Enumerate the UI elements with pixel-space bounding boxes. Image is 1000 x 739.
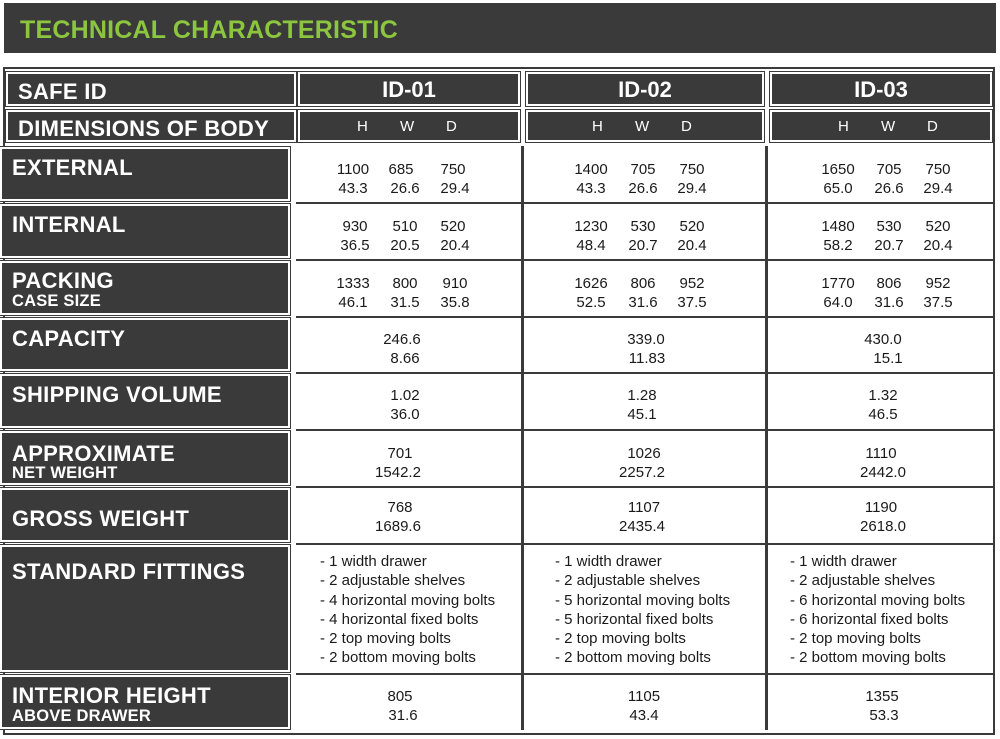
value-cell: 530 [876,218,902,235]
value-cell: 43.3 [576,180,606,197]
value-cell: 48.4 [576,237,606,254]
value-cell: 1355 [865,688,899,705]
row-label-text: PACKING [12,268,114,293]
value-cell: 45.1 [627,406,657,423]
value-cell: 35.8 [440,294,470,311]
dim-w: W [881,118,896,135]
row-sublabel-text: NET WEIGHT [12,464,118,482]
value-cell: 2257.2 [619,464,665,481]
value-cell: 20.7 [628,237,658,254]
list-item: - 1 width drawer [790,553,897,570]
value-cell: 246.6 [383,331,421,348]
value-cell: 952 [679,275,705,292]
row-divider [296,429,994,431]
value-cell: 1100 [336,161,370,178]
row-sublabel-text: ABOVE DRAWER [12,707,151,725]
value-cell: 952 [925,275,951,292]
value-cell: 339.0 [627,331,665,348]
value-cell: 43.4 [629,707,659,724]
value-cell: 26.6 [874,180,904,197]
value-cell: 65.0 [823,180,853,197]
dims-label-cell [6,110,296,142]
value-cell: 1110 [865,445,897,462]
dim-h: H [592,118,603,135]
dim-d: D [927,118,938,135]
value-cell: 1542.2 [375,464,421,481]
dim-h: H [838,118,849,135]
row-label-gross-weight [0,488,290,542]
row-label-external [0,147,290,201]
value-cell: 1770 [821,275,855,292]
row-divider [296,673,994,675]
column-header-id03: ID-03 [770,72,992,106]
list-item: - 2 bottom moving bolts [320,649,476,667]
value-cell: 685 [388,161,414,178]
value-cell: 1480 [821,218,855,235]
value-cell: 58.2 [823,237,853,254]
value-cell: 29.4 [677,180,707,197]
column-header-id02: ID-02 [526,72,764,106]
row-label-capacity [0,318,290,371]
column-divider [765,146,768,730]
list-item: - 1 width drawer [320,553,427,570]
value-cell: 11.83 [628,350,666,367]
dim-w: W [635,118,650,135]
value-cell: 1105 [627,688,661,705]
value-cell: 52.5 [576,294,606,311]
list-item: - 2 bottom moving bolts [555,649,711,667]
row-label-text: APPROXIMATE [12,441,176,466]
fittings-list-id03 [790,552,965,668]
value-cell: 1689.6 [375,518,421,535]
value-cell: 768 [387,499,413,516]
value-cell: 520 [440,218,466,235]
row-label-internal [0,204,290,258]
value-cell: 750 [925,161,951,178]
row-label-text: GROSS WEIGHT [12,506,190,531]
value-cell: 1.32 [868,387,898,404]
row-divider [296,259,994,261]
value-cell: 26.6 [628,180,658,197]
value-cell: 750 [679,161,705,178]
list-item: - 2 top moving bolts [790,630,921,648]
dims-hwd-id03 [770,110,992,142]
fittings-list-id02 [555,552,730,668]
value-cell: 930 [342,218,368,235]
value-cell: 1026 [627,445,661,462]
list-item: - 6 horizontal moving bolts [790,591,966,609]
value-cell: 1626 [574,275,608,292]
row-divider [296,316,994,318]
dim-d: D [681,118,692,135]
value-cell: 2618.0 [860,518,906,535]
value-cell: 1.28 [627,387,657,404]
value-cell: 701 [387,445,413,462]
value-cell: 1230 [574,218,608,235]
value-cell: 20.4 [677,237,707,254]
row-divider [296,543,994,545]
list-item: - 2 adjustable shelves [555,572,701,590]
row-label-text: INTERIOR HEIGHT [12,683,211,708]
value-cell: 53.3 [869,707,899,724]
row-label-text: INTERNAL [12,212,126,237]
value-cell: 510 [392,218,418,235]
value-cell: 46.1 [338,294,368,311]
row-label-text: STANDARD FITTINGS [12,559,246,584]
value-cell: 520 [925,218,951,235]
page-title: TECHNICAL CHARACTERISTIC [20,16,398,44]
row-label-net-weight [0,431,290,485]
value-cell: 36.5 [340,237,370,254]
value-cell: 1.02 [390,387,420,404]
value-cell: 46.5 [868,406,898,423]
list-item: - 2 bottom moving bolts [790,649,946,667]
header-label-cell [6,72,296,106]
column-header-id01: ID-01 [298,72,520,106]
row-sublabel-text: CASE SIZE [12,292,101,310]
dims-hwd-id02 [526,110,764,142]
value-cell: 750 [440,161,466,178]
value-cell: 37.5 [923,294,953,311]
value-cell: 705 [876,161,902,178]
list-item: - 1 width drawer [555,553,662,570]
value-cell: 2442.0 [860,464,906,481]
list-item: - 4 horizontal fixed bolts [320,610,479,628]
value-cell: 910 [442,275,468,292]
list-item: - 6 horizontal fixed bolts [790,610,949,628]
row-label-text: SHIPPING VOLUME [12,382,222,407]
value-cell: 31.6 [874,294,904,311]
value-cell: 31.6 [388,707,418,724]
list-item: - 2 adjustable shelves [320,572,466,590]
list-item: - 5 horizontal fixed bolts [555,610,714,628]
value-cell: 2435.4 [619,518,665,535]
value-cell: 1107 [627,499,661,516]
header-label: SAFE ID [18,79,107,104]
row-label-interior-height [0,675,290,729]
value-cell: 806 [630,275,656,292]
value-cell: 26.6 [390,180,420,197]
value-cell: 20.4 [440,237,470,254]
value-cell: 37.5 [677,294,707,311]
value-cell: 1333 [336,275,370,292]
dim-w: W [400,118,415,135]
list-item: - 4 horizontal moving bolts [320,591,496,609]
value-cell: 1400 [574,161,608,178]
list-item: - 2 top moving bolts [320,630,451,648]
dims-hwd-id01 [298,110,520,142]
value-cell: 1190 [864,499,898,516]
column-divider [521,146,524,730]
row-label-packing [0,261,290,315]
value-cell: 20.5 [390,237,420,254]
dim-h: H [357,118,368,135]
value-cell: 520 [679,218,705,235]
row-divider [296,202,994,204]
value-cell: 705 [630,161,656,178]
dim-d: D [446,118,457,135]
value-cell: 64.0 [823,294,853,311]
row-divider [296,486,994,488]
value-cell: 31.6 [628,294,658,311]
value-cell: 31.5 [390,294,420,311]
row-label-standard-fittings [0,545,290,672]
value-cell: 8.66 [390,350,420,367]
value-cell: 805 [387,688,413,705]
row-label-text: EXTERNAL [12,155,133,180]
value-cell: 806 [876,275,902,292]
row-label-shipping-volume [0,374,290,428]
value-cell: 800 [392,275,418,292]
value-cell: 20.4 [923,237,953,254]
value-cell: 36.0 [390,406,420,423]
value-cell: 43.3 [338,180,368,197]
value-cell: 15.1 [873,350,903,367]
value-cell: 20.7 [874,237,904,254]
row-divider [296,372,994,374]
list-item: - 2 top moving bolts [555,630,686,648]
list-item: - 2 adjustable shelves [790,572,936,590]
list-item: - 5 horizontal moving bolts [555,591,731,609]
fittings-list-id01 [320,552,495,668]
value-cell: 1650 [821,161,855,178]
dims-label: DIMENSIONS OF BODY [18,116,270,141]
value-cell: 530 [630,218,656,235]
value-cell: 430.0 [864,331,902,348]
row-label-text: CAPACITY [12,326,126,351]
value-cell: 29.4 [440,180,470,197]
title-banner [4,3,996,53]
value-cell: 29.4 [923,180,953,197]
